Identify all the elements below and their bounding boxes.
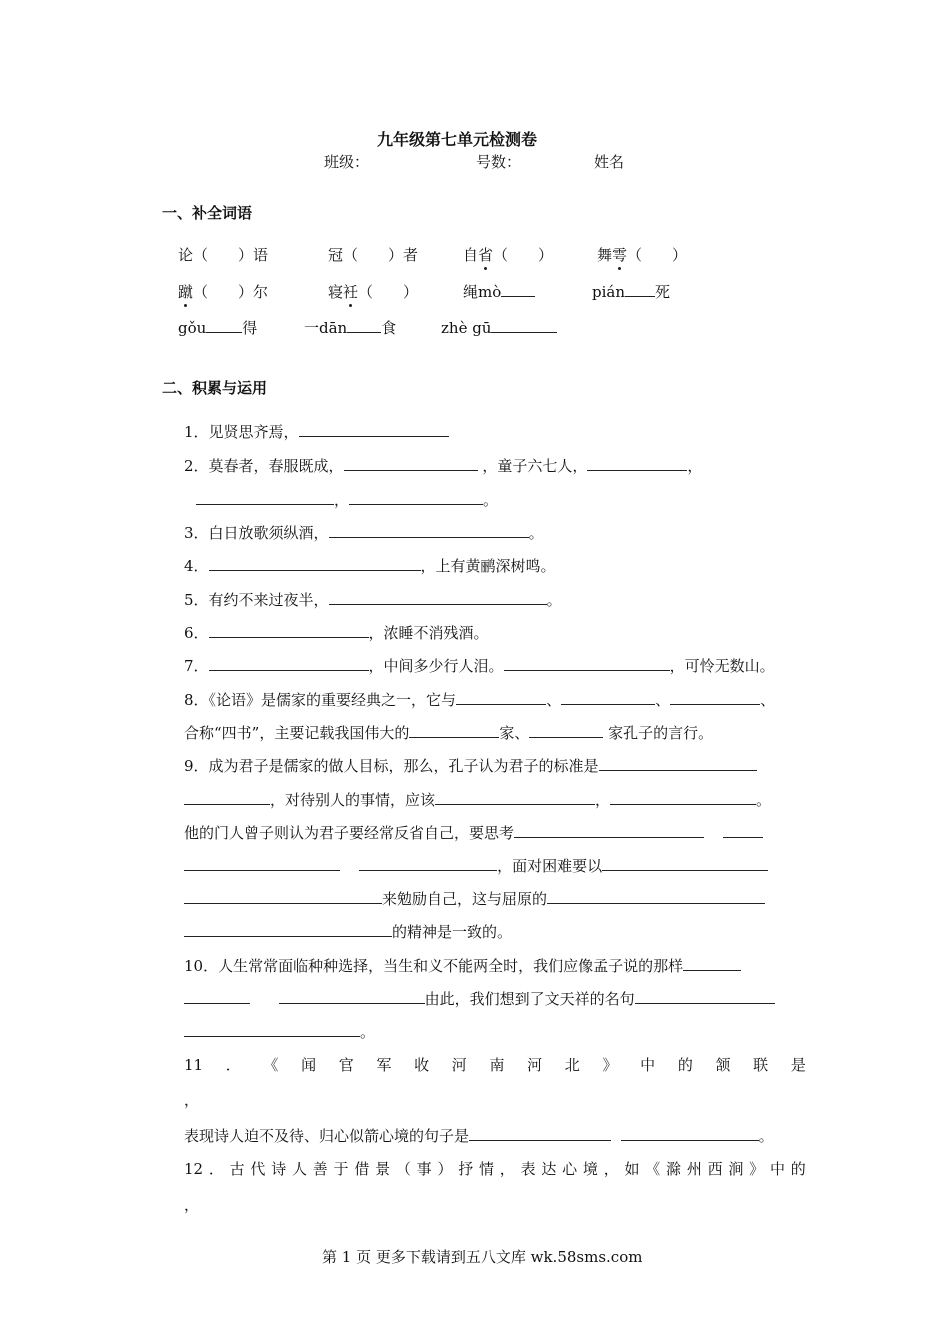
- question-10-line3: 。: [184, 1022, 375, 1042]
- class-label: 班级：: [324, 153, 370, 171]
- question-9: 9．成为君子是儒家的做人目标，那么，孔子认为君子的标准是: [184, 756, 757, 776]
- question-10: 10．人生常常面临种种选择，当生和义不能两全时，我们应像孟子说的那样: [184, 956, 741, 976]
- question-11-line2: 表现诗人迫不及待、归心似箭心境的句子是 。: [184, 1127, 774, 1145]
- question-11: 11 ． 《 闻 官 军 收 河 南 河 北 》 中 的 颔 联 是: [184, 1056, 806, 1074]
- question-5: 5．有约不来过夜半， 。: [184, 591, 562, 609]
- section1-heading: 一、补全词语: [162, 204, 253, 222]
- word-item: 冠（ ）者: [328, 246, 419, 264]
- word-item: 蹴（ ）尔: [178, 283, 269, 301]
- number-label: 号数：: [476, 153, 522, 171]
- question-9-line4: ，面对困难要以: [184, 856, 768, 876]
- question-9-line6: 的精神是一致的。: [184, 922, 512, 942]
- question-3: 3．白日放歌须纵酒， 。: [184, 524, 544, 542]
- word-item: pián 死: [592, 283, 671, 301]
- section2-heading: 二、积累与运用: [162, 379, 268, 397]
- word-item: 寝衽（ ）: [328, 283, 419, 301]
- question-7: 7． ，中间多少行人泪。 ，可怜无数山。: [184, 657, 775, 675]
- word-item: gǒu 得: [178, 319, 258, 337]
- question-8: 8．《论语》是儒家的重要经典之一，它与 、 、 、: [184, 691, 776, 709]
- question-9-line2: ，对待别人的事情，应该 ， 。: [184, 790, 771, 810]
- word-item: 绳mò: [463, 282, 535, 302]
- word-item: 一dān 食: [304, 319, 397, 337]
- page-title: 九年级第七单元检测卷: [377, 130, 538, 149]
- word-item: 舞雩（ ）: [597, 246, 688, 264]
- question-10-line2: 由此，我们想到了文天祥的名句: [184, 989, 775, 1009]
- word-item: 论（ ）语: [178, 246, 269, 264]
- question-8-line2: 合称“四书”，主要记载我国伟大的 家、 家孔子的言行。: [184, 724, 714, 742]
- question-6: 6． ，浓睡不消残酒。: [184, 624, 489, 642]
- name-label: 姓名: [594, 153, 625, 171]
- question-11-comma: ，: [184, 1091, 200, 1109]
- question-2: 2．莫春者，春服既成， ，童子六七人， ，: [184, 457, 703, 475]
- question-2-line2: ， 。: [196, 490, 498, 510]
- word-item: zhè gū: [441, 318, 557, 338]
- question-9-line3: 他的门人曾子则认为君子要经常反省自己，要思考: [184, 823, 763, 843]
- word-item: 自省（ ）: [463, 246, 554, 264]
- page-footer: 第 1 页 更多下载请到五八文库 wk.58sms.com: [322, 1248, 643, 1266]
- question-12: 12 ． 古 代 诗 人 善 于 借 景 （ 事 ） 抒 情 ， 表 达 心 境 ， 如 《 滁 州 西 涧 》 中 的: [184, 1160, 806, 1178]
- question-12-comma: ，: [184, 1196, 200, 1214]
- question-9-line5: 来勉励自己，这与屈原的: [184, 889, 765, 909]
- question-1: 1．见贤思齐焉，: [184, 422, 449, 442]
- question-4: 4． ，上有黄鹂深树鸣。: [184, 557, 556, 575]
